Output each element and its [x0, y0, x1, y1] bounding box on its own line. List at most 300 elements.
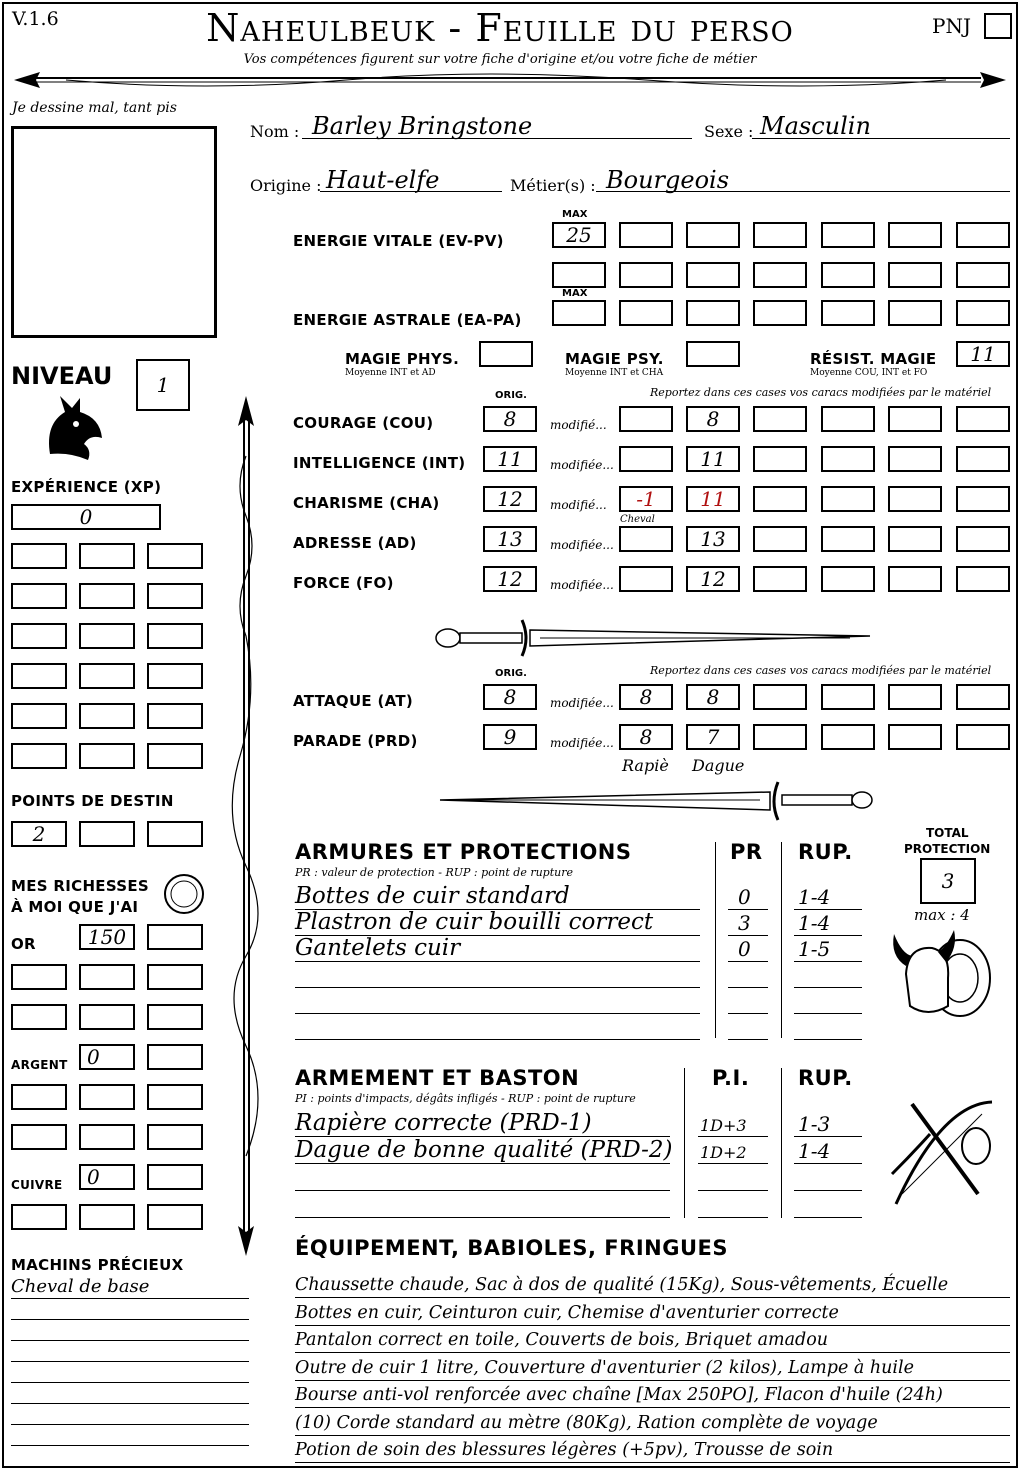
- stat-extra-box-4-value: [958, 448, 1008, 470]
- dragon-head-icon: [40, 394, 106, 464]
- stat-mod-box-1-value: [621, 408, 671, 430]
- ea-box-4[interactable]: [821, 300, 875, 326]
- stat-mod-box-2-value: 13: [700, 527, 726, 551]
- stat-orig-box[interactable]: [483, 566, 537, 592]
- equipment-line-text: Outre de cuir 1 litre, Couverture d'aventurier (2 kilos), Lampe à huile: [295, 1357, 914, 1378]
- armor-rup-header: RUP.: [798, 840, 853, 864]
- argent-box-1-value: 0: [87, 1045, 100, 1069]
- xp-cell-17-value: [81, 745, 133, 767]
- destin-box-2[interactable]: [79, 821, 135, 847]
- stat-extra-box-2-value: [823, 488, 873, 510]
- stat-extra-box-2[interactable]: [821, 526, 875, 552]
- stat-extra-box-4-value: [958, 528, 1008, 550]
- ea-box-3[interactable]: [753, 300, 807, 326]
- stat-extra-box-2[interactable]: [821, 566, 875, 592]
- xp-cell-1-value: [13, 545, 65, 567]
- destin-box-1[interactable]: 2: [11, 821, 67, 847]
- argent-box-extra-4-value: [13, 1126, 65, 1148]
- combat-extra-box-1[interactable]: [753, 724, 807, 750]
- stat-extra-box-2[interactable]: [821, 406, 875, 432]
- ev-box-row2-1[interactable]: [552, 262, 606, 288]
- stat-mod-box-2-value: 8: [706, 407, 720, 431]
- ev-box-3-value: [755, 224, 805, 246]
- ea-max-label: MAX: [562, 288, 588, 299]
- xp-label: EXPÉRIENCE (XP): [11, 478, 162, 496]
- weapon-pi-line: [698, 1190, 768, 1191]
- sword-icon: [430, 612, 880, 662]
- cuivre-box-1[interactable]: [79, 1164, 135, 1190]
- ev-max-box[interactable]: 25: [552, 222, 606, 248]
- argent-box-extra-4[interactable]: [11, 1124, 67, 1150]
- machins-label: MACHINS PRÉCIEUX: [11, 1256, 184, 1274]
- stat-extra-box-4-value: [958, 408, 1008, 430]
- armor-item-rup: 1-5: [798, 937, 831, 961]
- combat-label: ATTAQUE (AT): [293, 692, 414, 710]
- xp-cell-2[interactable]: [79, 543, 135, 569]
- or-box-extra-5[interactable]: [79, 1004, 135, 1030]
- armor-item-rup: 1-4: [798, 885, 831, 909]
- stat-extra-box-4-value: [958, 488, 1008, 510]
- argent-label: ARGENT: [11, 1058, 68, 1072]
- stat-mod-label: modifiée...: [550, 578, 614, 592]
- stat-mod-box-1-value: -1: [636, 487, 656, 511]
- or-label: OR: [11, 935, 36, 953]
- stat-extra-box-1[interactable]: [753, 566, 807, 592]
- nom-value[interactable]: Barley Bringstone: [312, 112, 533, 140]
- ea-box-5[interactable]: [888, 300, 942, 326]
- stat-extra-box-3[interactable]: [888, 566, 942, 592]
- metier-label: Métier(s) :: [510, 176, 596, 195]
- ea-box-6-value: [958, 302, 1008, 324]
- stat-extra-box-4[interactable]: [956, 486, 1010, 512]
- stat-extra-box-2[interactable]: [821, 446, 875, 472]
- equipment-title: ÉQUIPEMENT, BABIOLES, FRINGUES: [295, 1236, 728, 1260]
- weapons-title: ARMEMENT ET BASTON: [295, 1066, 580, 1090]
- stat-orig-box[interactable]: [483, 526, 537, 552]
- argent-box-extra-3[interactable]: [147, 1084, 203, 1110]
- ea-box-2-value: [688, 302, 738, 324]
- or-box-extra-3-value: [149, 966, 201, 988]
- weapons-col-divider-1: [684, 1068, 685, 1218]
- xp-box[interactable]: 0: [11, 504, 161, 530]
- argent-box-extra-5[interactable]: [79, 1124, 135, 1150]
- stat-extra-box-3[interactable]: [888, 406, 942, 432]
- sexe-value[interactable]: Masculin: [760, 112, 871, 140]
- stat-extra-box-4-value: [958, 568, 1008, 590]
- combat-extra-box-4[interactable]: [956, 724, 1010, 750]
- stat-orig-box-value: 12: [497, 567, 523, 591]
- stat-extra-box-1[interactable]: [753, 486, 807, 512]
- xp-cell-9[interactable]: [147, 623, 203, 649]
- stat-extra-box-4[interactable]: [956, 526, 1010, 552]
- xp-cell-1[interactable]: [11, 543, 67, 569]
- stat-mod-box-2[interactable]: [686, 446, 740, 472]
- stat-label: INTELLIGENCE (INT): [293, 454, 466, 472]
- stat-mod-box-2[interactable]: [686, 526, 740, 552]
- stat-orig-box[interactable]: [483, 486, 537, 512]
- xp-cell-8[interactable]: [79, 623, 135, 649]
- stat-mod-label: modifiée...: [550, 458, 614, 472]
- argent-box-1[interactable]: [79, 1044, 135, 1070]
- xp-cell-7[interactable]: [11, 623, 67, 649]
- stat-mod-box-1[interactable]: [619, 486, 673, 512]
- armor-rup-line: [794, 909, 862, 910]
- ev-box-6-value: [958, 224, 1008, 246]
- armor-col-divider-2: [781, 842, 782, 1038]
- stats-report-note: Reportez dans ces cases vos caracs modifiées par le matériel: [650, 386, 992, 399]
- ev-max-label: MAX: [562, 209, 588, 220]
- equipment-line: [295, 1325, 1010, 1326]
- weapon-item-rup: 1-4: [798, 1139, 831, 1163]
- cuivre-label: CUIVRE: [11, 1178, 63, 1192]
- weapon-item-name: Dague de bonne qualité (PRD-2): [295, 1137, 673, 1163]
- spear-divider-icon: [6, 66, 1014, 96]
- weapon-pi-line: [698, 1163, 768, 1164]
- ea-label: ENERGIE ASTRALE (EA-PA): [293, 311, 522, 329]
- weapon-pi-line: [698, 1217, 768, 1218]
- xp-cell-14-value: [81, 705, 133, 727]
- stat-extra-box-1[interactable]: [753, 446, 807, 472]
- ev-box-4[interactable]: [821, 222, 875, 248]
- ev-box-row2-5-value: [823, 264, 873, 286]
- xp-cell-3[interactable]: [147, 543, 203, 569]
- ev-box-row2-4-value: [755, 264, 805, 286]
- xp-cell-10[interactable]: [11, 663, 67, 689]
- cuivre-box-extra-2[interactable]: [79, 1204, 135, 1230]
- stat-mod-label: modifié...: [550, 418, 607, 432]
- version-label: V.1.6: [12, 8, 59, 30]
- argent-box-extra-2[interactable]: [79, 1084, 135, 1110]
- ev-box-1[interactable]: [619, 222, 673, 248]
- stat-mod-box-2[interactable]: [686, 406, 740, 432]
- origine-value[interactable]: Haut-elfe: [326, 166, 440, 194]
- or-box-extra-1[interactable]: [11, 964, 67, 990]
- armor-pr-line: [728, 961, 768, 962]
- combat-orig-box[interactable]: [483, 724, 537, 750]
- stat-extra-box-3[interactable]: [888, 526, 942, 552]
- stat-extra-box-2-value: [823, 568, 873, 590]
- armor-item-pr: 0: [738, 885, 751, 909]
- magie-phys-sub: Moyenne INT et AD: [345, 368, 436, 378]
- xp-cell-13-value: [13, 705, 65, 727]
- portrait-frame[interactable]: [11, 126, 217, 338]
- armor-pr-line: [728, 935, 768, 936]
- ev-box-row2-7[interactable]: [956, 262, 1010, 288]
- combat-mod-box-2-value: 8: [706, 685, 720, 709]
- ev-box-row2-3-value: [688, 264, 738, 286]
- combat-extra-box-4-value: [958, 726, 1008, 748]
- ev-box-5-value: [890, 224, 940, 246]
- stat-orig-box[interactable]: [483, 446, 537, 472]
- weapon-rup-line: [794, 1136, 862, 1137]
- equipment-line: [295, 1352, 1010, 1353]
- sword-icon-2: [430, 778, 880, 824]
- ea-box-6[interactable]: [956, 300, 1010, 326]
- xp-cell-6-value: [149, 585, 201, 607]
- or-box-extra-2-value: [81, 966, 133, 988]
- weapon-line: [295, 1217, 670, 1218]
- precious-line: [11, 1403, 249, 1404]
- combat-mod-label: modifiée...: [550, 736, 614, 750]
- ea-box-5-value: [890, 302, 940, 324]
- stat-orig-box[interactable]: [483, 406, 537, 432]
- armor-subtitle: PR : valeur de protection - RUP : point de rupture: [295, 866, 573, 879]
- equipment-line-text: Potion de soin des blessures légères (+5pv), Trousse de soin: [295, 1440, 834, 1460]
- stat-mod-box-2-value: 12: [700, 567, 726, 591]
- page-subtitle: Vos compétences figurent sur votre fiche d'origine et/ou votre fiche de métier: [243, 52, 757, 67]
- or-box-extra-6[interactable]: [147, 1004, 203, 1030]
- stat-extra-box-2-value: [823, 408, 873, 430]
- combat-extra-box-4[interactable]: [956, 684, 1010, 710]
- combat-mod-box-2[interactable]: [686, 684, 740, 710]
- resist-magie-label: RÉSIST. MAGIE: [810, 350, 937, 368]
- armor-pr-line: [728, 1013, 768, 1014]
- weapon-rup-line: [794, 1217, 862, 1218]
- xp-cell-11-value: [81, 665, 133, 687]
- armor-rup-line: [794, 961, 862, 962]
- or-box-extra-4[interactable]: [11, 1004, 67, 1030]
- argent-box-extra-3-value: [149, 1086, 201, 1108]
- xp-cell-15[interactable]: [147, 703, 203, 729]
- ev-box-row2-2[interactable]: [619, 262, 673, 288]
- armor-item-name: Plastron de cuir bouilli correct: [295, 909, 654, 935]
- stat-mod-box-2[interactable]: [686, 566, 740, 592]
- combat-mod-box-1[interactable]: [619, 724, 673, 750]
- combat-orig-label: ORIG.: [495, 668, 527, 679]
- ev-box-6[interactable]: [956, 222, 1010, 248]
- pnj-label: PNJ: [932, 14, 971, 38]
- ev-box-row2-5[interactable]: [821, 262, 875, 288]
- stat-extra-box-2[interactable]: [821, 486, 875, 512]
- weapons-col-divider-2: [781, 1068, 782, 1218]
- total-protection-label-2: PROTECTION: [904, 842, 991, 856]
- stat-label: FORCE (FO): [293, 574, 394, 592]
- stat-extra-box-1-value: [755, 488, 805, 510]
- metier-value[interactable]: Bourgeois: [606, 166, 730, 194]
- stat-extra-box-4[interactable]: [956, 566, 1010, 592]
- magie-phys-box[interactable]: [479, 341, 533, 367]
- armor-pr-line: [728, 1039, 768, 1040]
- stat-orig-box-value: 8: [503, 407, 517, 431]
- combat-extra-box-1-value: [755, 686, 805, 708]
- stat-extra-box-3-value: [890, 448, 940, 470]
- equipment-line: [295, 1407, 1010, 1408]
- stat-mod-box-2[interactable]: [686, 486, 740, 512]
- or-box-2[interactable]: [147, 924, 203, 950]
- xp-cell-4[interactable]: [11, 583, 67, 609]
- combat-extra-box-2[interactable]: [821, 684, 875, 710]
- stat-mod-box-1-value: [621, 568, 671, 590]
- pr-header: PR: [730, 840, 763, 864]
- ev-box-row2-3[interactable]: [686, 262, 740, 288]
- niveau-label: NIVEAU: [11, 362, 113, 390]
- cuivre-box-2[interactable]: [147, 1164, 203, 1190]
- stat-mod-box-1[interactable]: [619, 526, 673, 552]
- armor-line: [295, 1039, 700, 1040]
- magie-psy-box[interactable]: [686, 341, 740, 367]
- armor-item-rup: 1-4: [798, 911, 831, 935]
- ev-box-row2-1-value: [554, 264, 604, 286]
- combat-mod-box-1[interactable]: [619, 684, 673, 710]
- total-protection-label-1: TOTAL: [926, 826, 969, 840]
- argent-box-extra-1[interactable]: [11, 1084, 67, 1110]
- equipment-line-text: (10) Corde standard au mètre (80Kg), Ration complète de voyage: [295, 1412, 878, 1433]
- combat-extra-box-2-value: [823, 726, 873, 748]
- armor-col-divider-1: [715, 842, 716, 1038]
- stat-extra-box-4[interactable]: [956, 406, 1010, 432]
- precious-line: [11, 1445, 249, 1446]
- armor-line: [295, 987, 700, 988]
- stat-orig-box-value: 13: [497, 527, 523, 551]
- equipment-line-text: Chaussette chaude, Sac à dos de qualité (15Kg), Sous-vêtements, Écuelle: [295, 1275, 949, 1295]
- stat-extra-box-3[interactable]: [888, 446, 942, 472]
- or-box-2-value: [149, 926, 201, 948]
- argent-box-2-value: [149, 1046, 201, 1068]
- xp-cell-3-value: [149, 545, 201, 567]
- equipment-line: [295, 1462, 1010, 1463]
- pnj-checkbox[interactable]: [984, 13, 1012, 39]
- pi-header: P.I.: [712, 1066, 750, 1090]
- xp-cell-18-value: [149, 745, 201, 767]
- ev-box-2[interactable]: [686, 222, 740, 248]
- resist-magie-box[interactable]: 11: [956, 341, 1010, 367]
- combat-extra-box-2[interactable]: [821, 724, 875, 750]
- stat-extra-box-3-value: [890, 408, 940, 430]
- combat-mod-box-2[interactable]: [686, 724, 740, 750]
- weapons-bundle-icon: [882, 1094, 1002, 1214]
- stat-box-note: Cheval: [620, 514, 655, 525]
- stat-extra-box-1[interactable]: [753, 526, 807, 552]
- stat-extra-box-1[interactable]: [753, 406, 807, 432]
- argent-box-extra-1-value: [13, 1086, 65, 1108]
- magie-psy-sub: Moyenne INT et CHA: [565, 368, 664, 378]
- page-title: Naheulbeuk - Feuille du perso: [206, 6, 794, 50]
- origine-label: Origine :: [250, 176, 322, 195]
- combat-mod-label: modifiée...: [550, 696, 614, 710]
- nom-line: [302, 138, 692, 139]
- ev-box-row2-6[interactable]: [888, 262, 942, 288]
- cuivre-box-extra-3[interactable]: [147, 1204, 203, 1230]
- precious-line: [11, 1424, 249, 1425]
- destin-box-3[interactable]: [147, 821, 203, 847]
- ev-box-5[interactable]: [888, 222, 942, 248]
- precious-line: [11, 1340, 249, 1341]
- staff-icon: [226, 396, 266, 1256]
- stat-mod-box-1[interactable]: [619, 406, 673, 432]
- ev-box-row2-4[interactable]: [753, 262, 807, 288]
- precious-line: [11, 1382, 249, 1383]
- combat-extra-box-3[interactable]: [888, 684, 942, 710]
- argent-box-extra-5-value: [81, 1126, 133, 1148]
- precious-line: [11, 1298, 249, 1299]
- ev-box-row2-2-value: [621, 264, 671, 286]
- weapon-line: [295, 1163, 670, 1164]
- or-box-extra-2[interactable]: [79, 964, 135, 990]
- ea-box-2[interactable]: [686, 300, 740, 326]
- xp-cell-16[interactable]: [11, 743, 67, 769]
- stat-mod-box-1-value: [621, 448, 671, 470]
- weapon-line: [295, 1190, 670, 1191]
- stat-orig-box-value: 11: [497, 447, 523, 471]
- xp-cell-11[interactable]: [79, 663, 135, 689]
- combat-label: PARADE (PRD): [293, 732, 418, 750]
- combat-extra-box-1[interactable]: [753, 684, 807, 710]
- weapon-note-1: Rapiè: [622, 756, 669, 775]
- cuivre-box-extra-1-value: [13, 1206, 65, 1228]
- niveau-box[interactable]: 1: [136, 359, 190, 411]
- helmet-shield-icon: [888, 926, 1000, 1026]
- argent-box-2[interactable]: [147, 1044, 203, 1070]
- combat-extra-box-3[interactable]: [888, 724, 942, 750]
- weapon-item-pi: 1D+3: [700, 1116, 747, 1135]
- precious-item: Cheval de base: [11, 1276, 150, 1297]
- stat-mod-box-2-value: 11: [700, 447, 726, 471]
- or-box-extra-3[interactable]: [147, 964, 203, 990]
- xp-cell-5[interactable]: [79, 583, 135, 609]
- combat-orig-box-value: 8: [503, 685, 517, 709]
- stat-extra-box-4[interactable]: [956, 446, 1010, 472]
- weapon-item-name: Rapière correcte (PRD-1): [295, 1110, 592, 1136]
- cuivre-box-1-value: 0: [87, 1165, 100, 1189]
- combat-extra-box-2-value: [823, 686, 873, 708]
- ea-box-1-value: [621, 302, 671, 324]
- or-box-1[interactable]: [79, 924, 135, 950]
- richesses-label-1: MES RICHESSES: [11, 877, 150, 895]
- argent-box-extra-6[interactable]: [147, 1124, 203, 1150]
- xp-cell-16-value: [13, 745, 65, 767]
- ev-box-2-value: [688, 224, 738, 246]
- weapon-note-2: Dague: [692, 756, 745, 775]
- armor-rup-line: [794, 1013, 862, 1014]
- combat-extra-box-1-value: [755, 726, 805, 748]
- xp-cell-12[interactable]: [147, 663, 203, 689]
- cuivre-box-extra-1[interactable]: [11, 1204, 67, 1230]
- armor-line: [295, 1013, 700, 1014]
- equipment-line-text: Bottes en cuir, Ceinturon cuir, Chemise d'aventurier correcte: [295, 1302, 839, 1323]
- stats-orig-label: ORIG.: [495, 390, 527, 401]
- or-box-1-value: 150: [87, 925, 127, 949]
- xp-cell-17[interactable]: [79, 743, 135, 769]
- stat-mod-label: modifiée...: [550, 538, 614, 552]
- combat-extra-box-3-value: [890, 686, 940, 708]
- ev-box-1-value: [621, 224, 671, 246]
- armor-pr-line: [728, 987, 768, 988]
- xp-cell-9-value: [149, 625, 201, 647]
- xp-cell-12-value: [149, 665, 201, 687]
- stat-mod-box-1[interactable]: [619, 446, 673, 472]
- armor-rup-line: [794, 935, 862, 936]
- stat-label: ADRESSE (AD): [293, 534, 417, 552]
- stat-extra-box-3[interactable]: [888, 486, 942, 512]
- ea-box-1[interactable]: [619, 300, 673, 326]
- stat-extra-box-1-value: [755, 408, 805, 430]
- xp-cell-6[interactable]: [147, 583, 203, 609]
- stat-extra-box-1-value: [755, 568, 805, 590]
- total-protection-box[interactable]: 3: [920, 858, 976, 904]
- ea-max-box[interactable]: [552, 300, 606, 326]
- or-box-extra-4-value: [13, 1006, 65, 1028]
- xp-cell-14[interactable]: [79, 703, 135, 729]
- xp-cell-5-value: [81, 585, 133, 607]
- or-box-extra-1-value: [13, 966, 65, 988]
- xp-cell-13[interactable]: [11, 703, 67, 729]
- stat-mod-box-1[interactable]: [619, 566, 673, 592]
- xp-cell-4-value: [13, 585, 65, 607]
- xp-cell-10-value: [13, 665, 65, 687]
- combat-orig-box[interactable]: [483, 684, 537, 710]
- xp-cell-18[interactable]: [147, 743, 203, 769]
- ev-box-3[interactable]: [753, 222, 807, 248]
